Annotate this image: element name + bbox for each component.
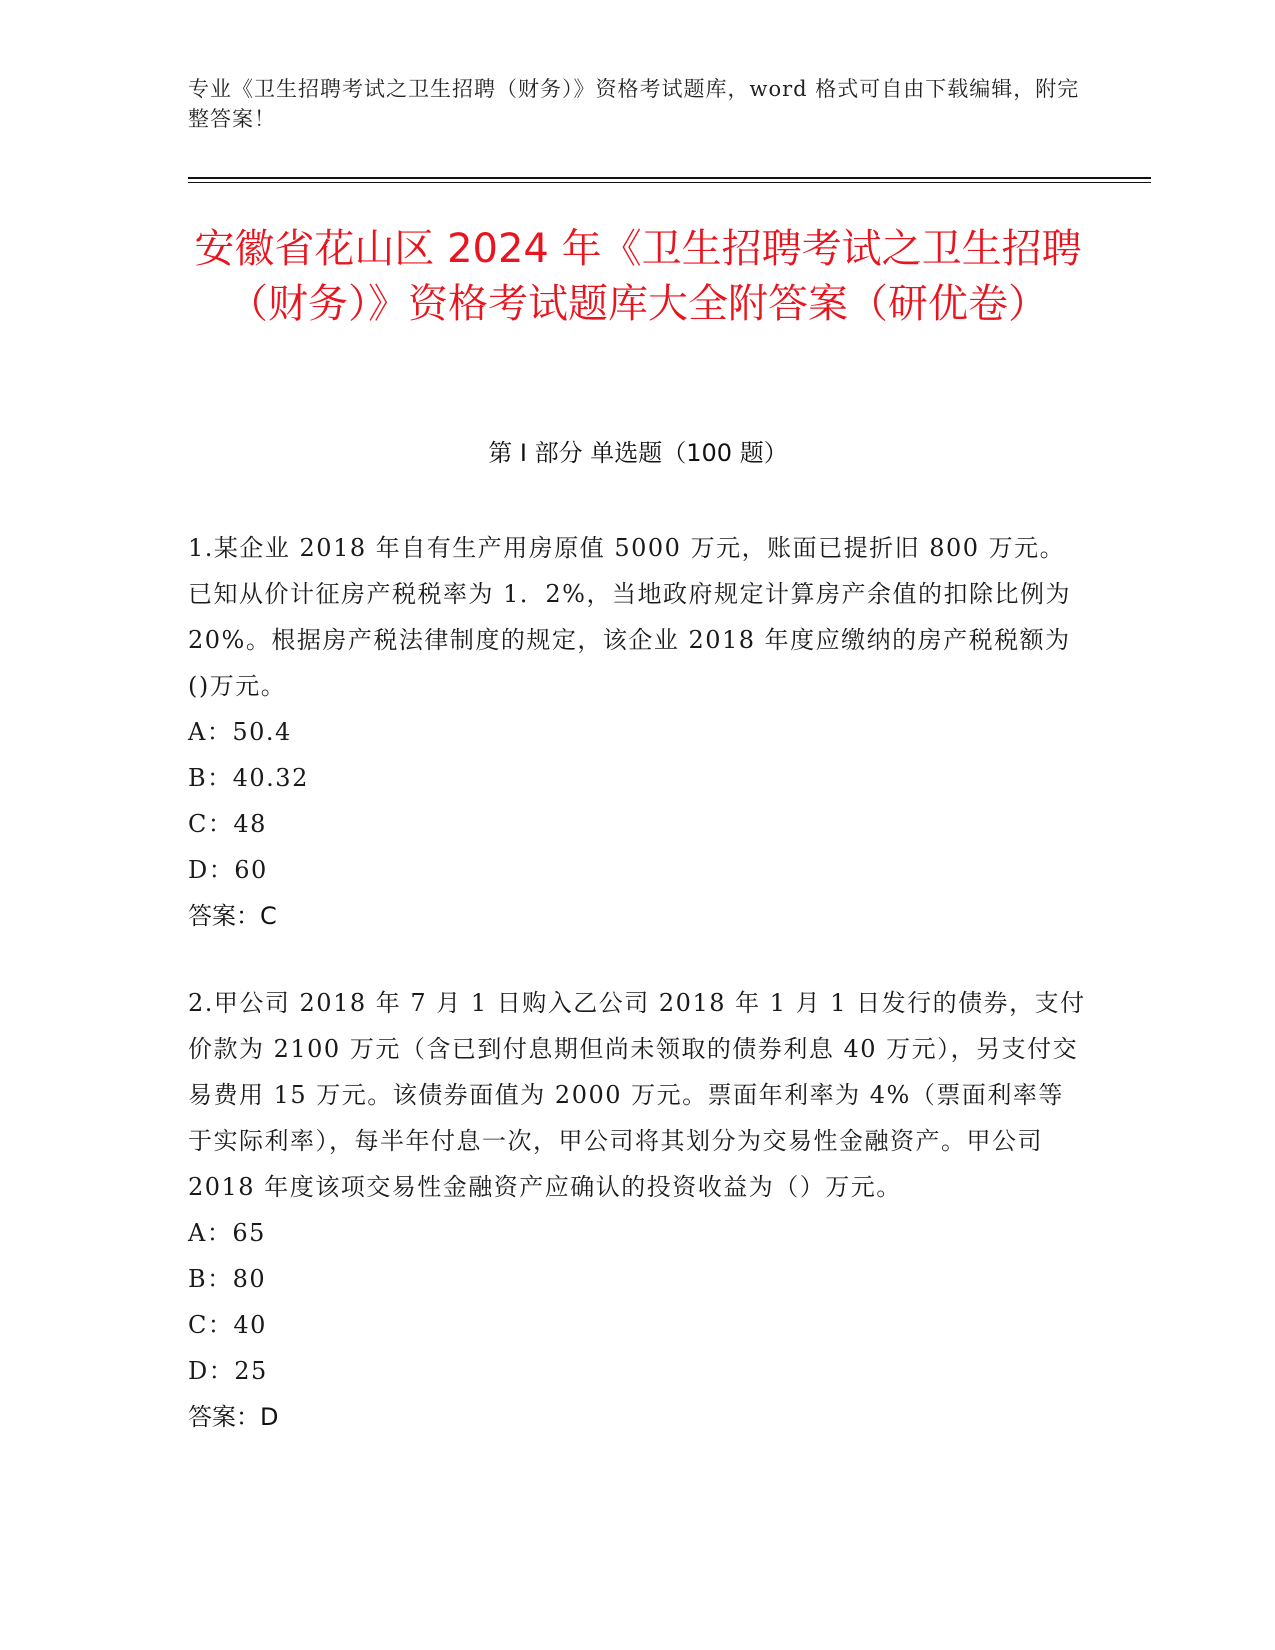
option-a: A：65 (188, 1219, 266, 1247)
question-stem: 1.某企业 2018 年自有生产用房原值 5000 万元，账面已提折旧 800 万元。已知从价计征房产税税率为 1．2%，当地政府规定计算房产余值的扣除比例为 20%。根据房产税法律制度的规定，该企业 2018 年度应缴纳的房产税税额为()万元。 (188, 534, 1071, 700)
option-b: B：40.32 (188, 764, 309, 792)
option-c: C：40 (188, 1311, 267, 1339)
section-title: 第 I 部分 单选题（100 题） (488, 439, 788, 467)
question-1 (188, 525, 1088, 939)
option-d: D：60 (188, 856, 268, 884)
option-c: C：48 (188, 810, 267, 838)
document-title: 安徽省花山区 2024 年《卫生招聘考试之卫生招聘（财务）》资格考试题库大全附答案（研优卷） (194, 226, 1082, 327)
option-a: A：50.4 (188, 718, 292, 746)
header-divider-thin (188, 182, 1151, 183)
option-list (188, 1210, 1088, 1394)
header-divider-thick (188, 177, 1151, 179)
question-2 (188, 980, 1088, 1440)
option-list (188, 709, 1088, 893)
question-stem: 2.甲公司 2018 年 7 月 1 日购入乙公司 2018 年 1 月 1 日发行的债券，支付价款为 2100 万元（含已到付息期但尚未领取的债券利息 40 万元），另支付交易费用 15 万元。该债券面值为 2000 万元。票面年利率为 4%（票面利率等于实际利率），每半年付息一次，甲公司将其划分为交易性金融资产。甲公司 2018 年度该项交易性金融资产应确认的投资收益为（）万元。 (188, 989, 1086, 1201)
answer-line: 答案：D (188, 1403, 279, 1431)
answer-line: 答案：C (188, 902, 277, 930)
header-note: 专业《卫生招聘考试之卫生招聘（财务）》资格考试题库，word 格式可自由下载编辑，附完整答案！ (188, 77, 1080, 131)
option-b: B：80 (188, 1265, 267, 1293)
option-d: D：25 (188, 1357, 268, 1385)
